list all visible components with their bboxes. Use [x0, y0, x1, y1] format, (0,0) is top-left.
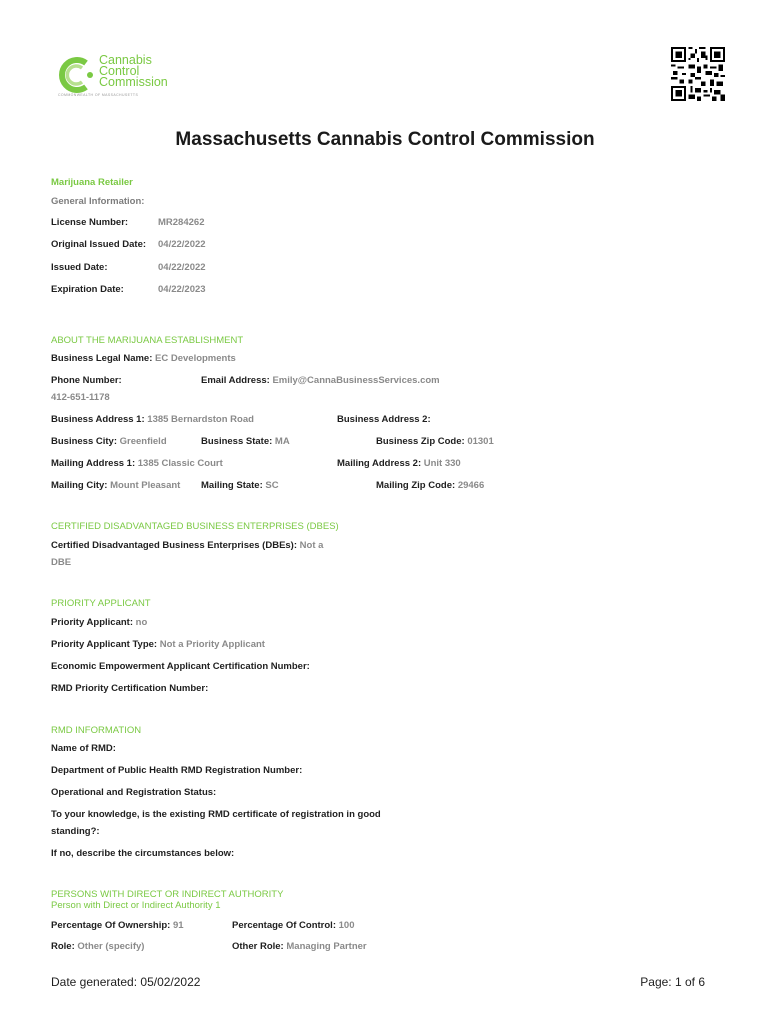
persons-authority-heading: PERSONS WITH DIRECT OR INDIRECT AUTHORITY: [51, 889, 284, 900]
license-number-value: MR284262: [158, 217, 205, 228]
business-state: Business State: MA: [201, 436, 290, 447]
mailing-state: Mailing State: SC: [201, 480, 279, 491]
economic-empowerment-label: Economic Empowerment Applicant Certification Number:: [51, 661, 310, 672]
page-number: Page: 1 of 6: [640, 975, 705, 989]
dbe-value-continued: DBE: [51, 557, 72, 568]
mailing-zip-code: Mailing Zip Code: 29466: [376, 480, 485, 491]
rmd-heading: RMD INFORMATION: [51, 725, 142, 736]
business-address-1: Business Address 1: 1385 Bernardston Road: [51, 414, 254, 425]
business-city: Business City: Greenfield: [51, 436, 167, 447]
commission-logo: [54, 52, 204, 102]
qr-code-icon: [671, 47, 725, 101]
dbe-field: Certified Disadvantaged Business Enterprises (DBEs): Not a: [51, 540, 324, 551]
logo-tagline: COMMONWEALTH OF MASSACHUSETTS: [58, 93, 139, 97]
cannabis-commission-logo-icon: [54, 56, 98, 94]
original-issued-date-label: Original Issued Date:: [51, 239, 147, 250]
operational-status-label: Operational and Registration Status:: [51, 787, 217, 798]
phone-number-value: 412-651-1178: [51, 392, 110, 403]
dbe-heading: CERTIFIED DISADVANTAGED BUSINESS ENTERPRISES (DBES): [51, 521, 339, 532]
rmd-priority-certification-label: RMD Priority Certification Number:: [51, 683, 209, 694]
rmd-describe-label: If no, describe the circumstances below:: [51, 848, 235, 859]
expiration-date-value: 04/22/2023: [158, 284, 206, 295]
email-address: Email Address: Emily@CannaBusinessServices.com: [201, 375, 440, 386]
establishment-heading: ABOUT THE MARIJUANA ESTABLISHMENT: [51, 335, 244, 346]
person-authority-subheading: Person with Direct or Indirect Authority 1: [51, 900, 221, 911]
logo-wordmark: Cannabis Control Commission: [99, 53, 168, 89]
percentage-control: Percentage Of Control: 100: [232, 920, 355, 931]
original-issued-date-value: 04/22/2022: [158, 239, 206, 250]
priority-applicant-type-field: Priority Applicant Type: Not a Priority Applicant: [51, 639, 265, 650]
role-field: Role: Other (specify): [51, 941, 145, 952]
expiration-date-label: Expiration Date:: [51, 284, 124, 295]
mailing-address-2: Mailing Address 2: Unit 330: [337, 458, 461, 469]
mailing-address-1: Mailing Address 1: 1385 Classic Court: [51, 458, 223, 469]
business-address-2-label: Business Address 2:: [337, 414, 431, 425]
dph-registration-label: Department of Public Health RMD Registration Number:: [51, 765, 303, 776]
priority-applicant-heading: PRIORITY APPLICANT: [51, 598, 151, 609]
percentage-ownership: Percentage Of Ownership: 91: [51, 920, 184, 931]
priority-applicant-field: Priority Applicant: no: [51, 617, 148, 628]
other-role-field: Other Role: Managing Partner: [232, 941, 367, 952]
rmd-good-standing-label-continued: standing?:: [51, 826, 100, 837]
phone-number-label: Phone Number:: [51, 375, 122, 386]
license-type: Marijuana Retailer: [51, 177, 133, 188]
issued-date-label: Issued Date:: [51, 262, 108, 273]
license-number-label: License Number:: [51, 217, 129, 228]
rmd-name-label: Name of RMD:: [51, 743, 116, 754]
business-legal-name: Business Legal Name: EC Developments: [51, 353, 236, 364]
rmd-good-standing-label: To your knowledge, is the existing RMD certificate of registration in good: [51, 809, 381, 820]
date-generated: Date generated: 05/02/2022: [51, 975, 201, 989]
page-title: Massachusetts Cannabis Control Commission: [175, 129, 595, 150]
mailing-city: Mailing City: Mount Pleasant: [51, 480, 181, 491]
general-info-heading: General Information:: [51, 196, 145, 207]
business-zip-code: Business Zip Code: 01301: [376, 436, 494, 447]
issued-date-value: 04/22/2022: [158, 262, 206, 273]
